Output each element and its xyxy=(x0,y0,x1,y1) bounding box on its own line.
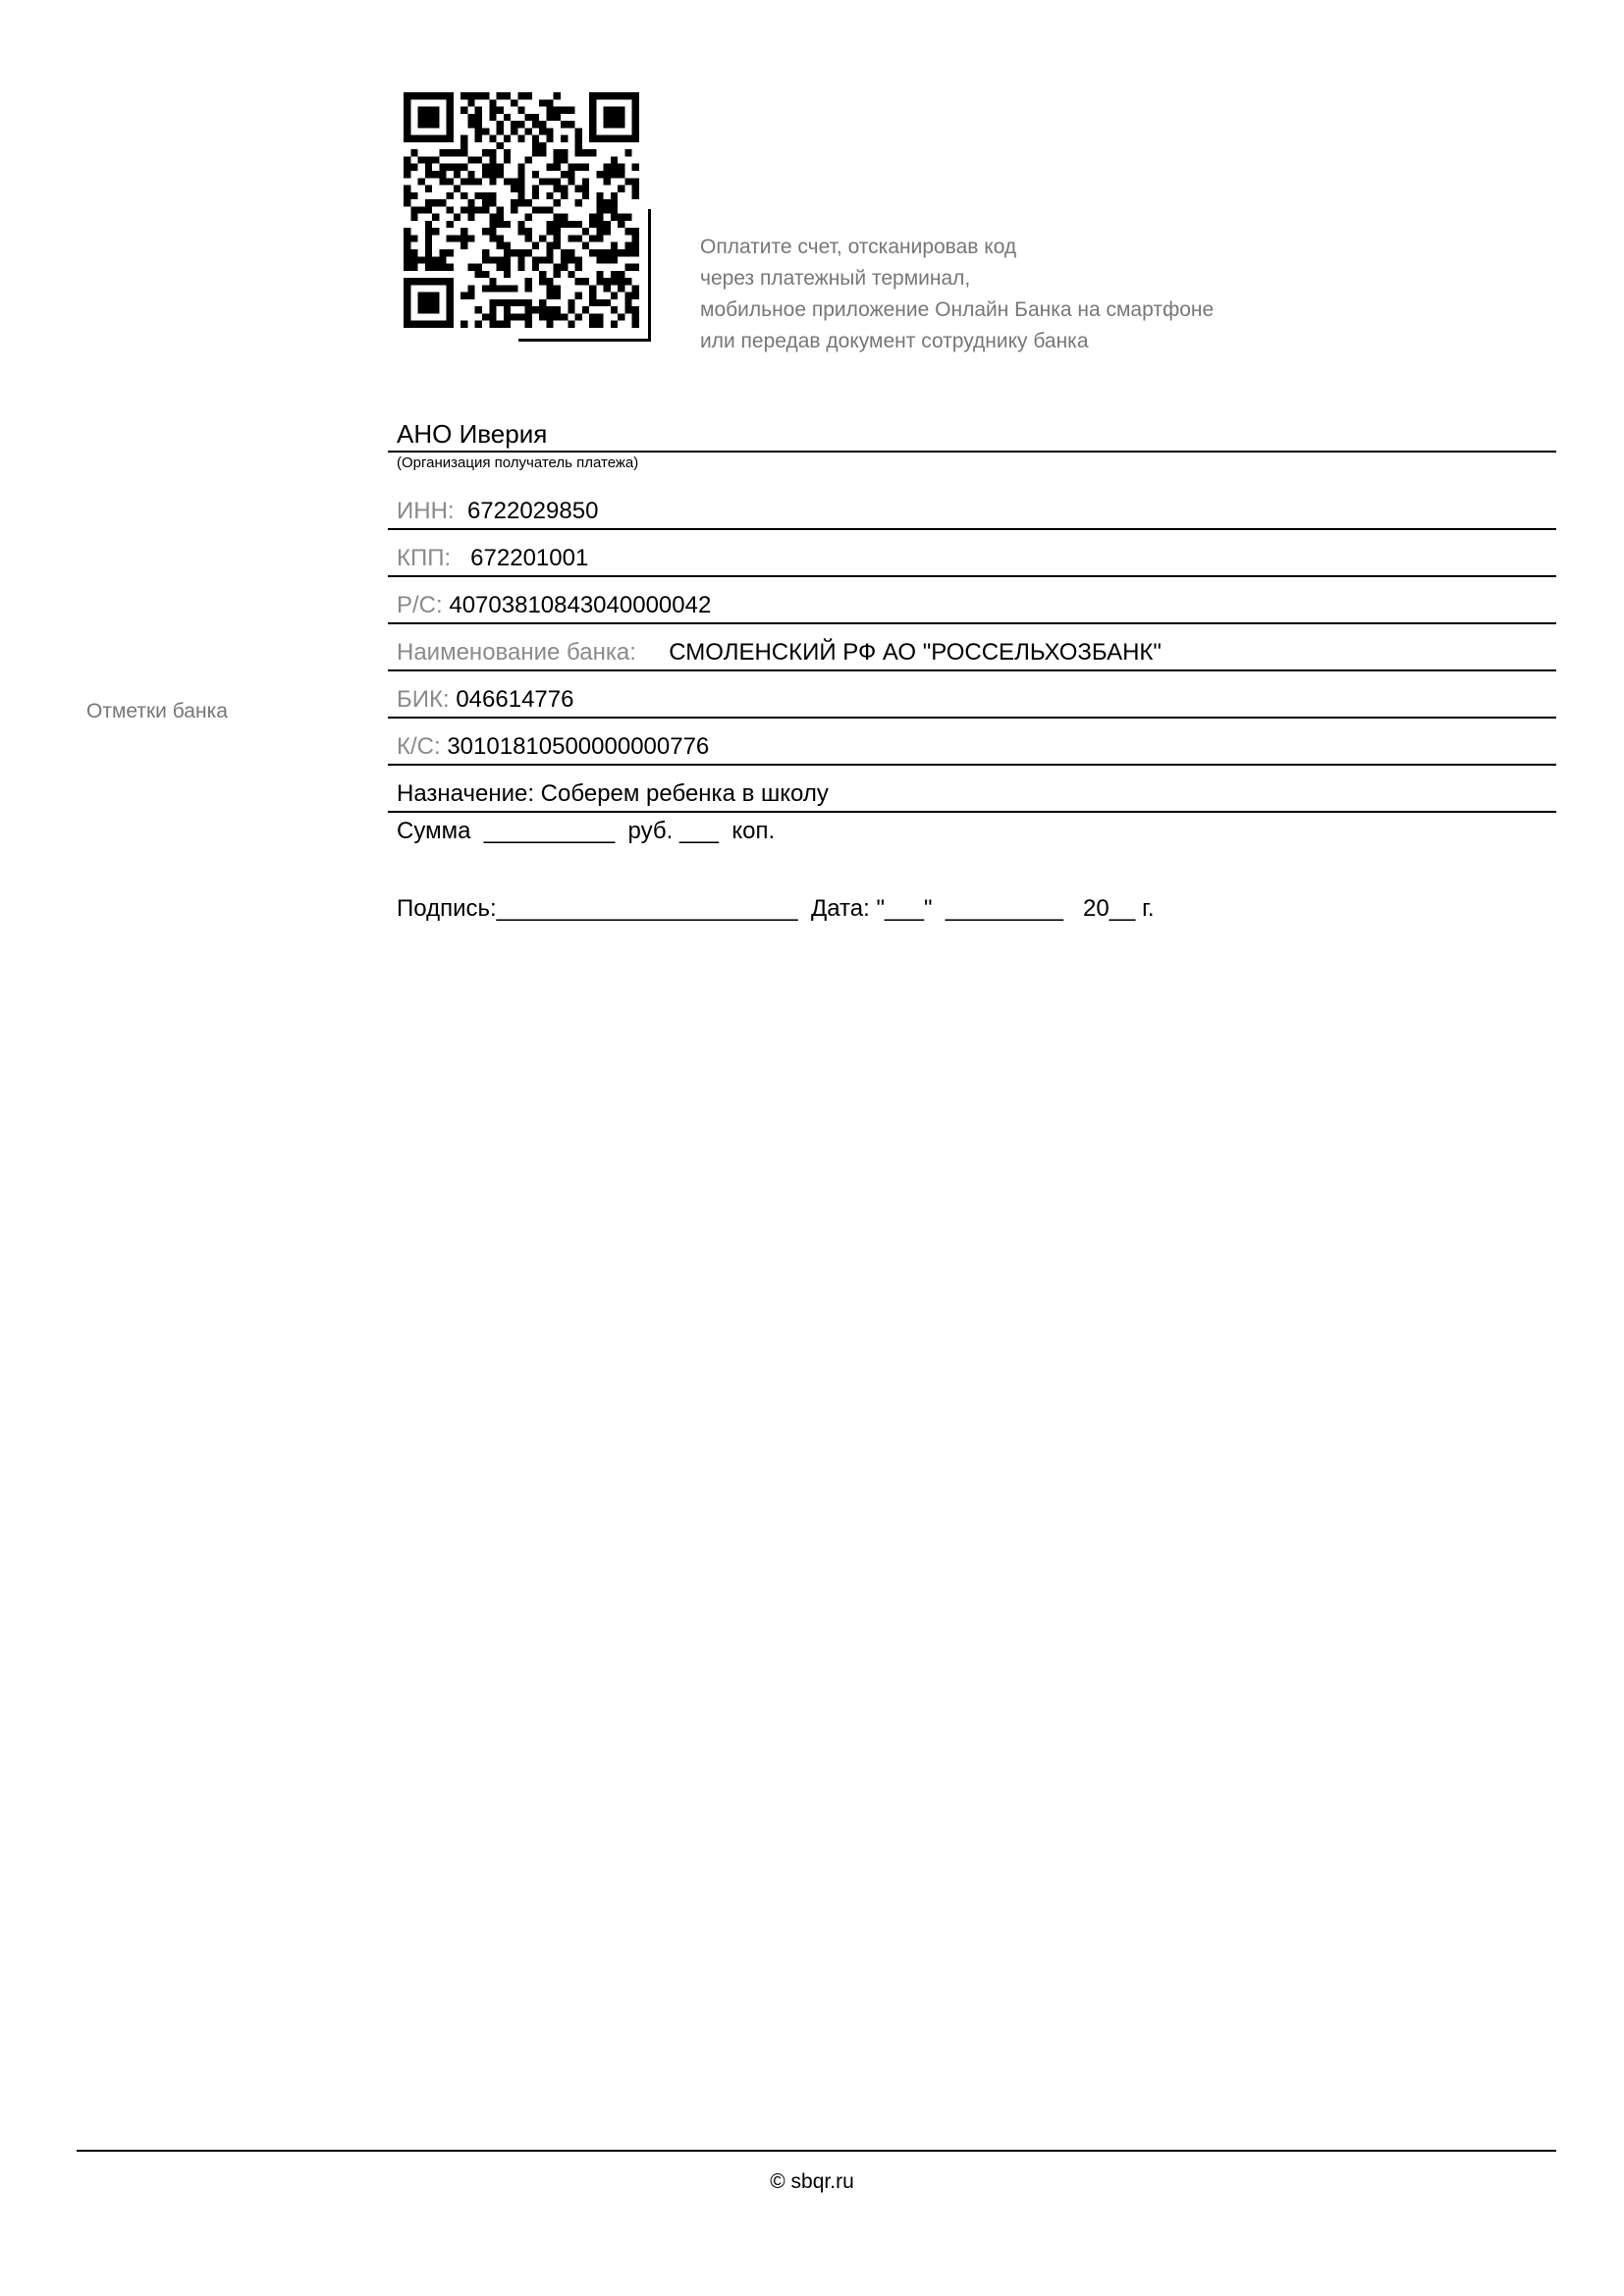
footer-divider xyxy=(77,2150,1556,2152)
bik-value: 046614776 xyxy=(456,686,574,713)
bank-marks-label: Отметки банка xyxy=(86,700,228,722)
instruction-line: мобильное приложение Онлайн Банка на смартфоне xyxy=(700,298,1215,321)
rs-value: 40703810843040000042 xyxy=(449,592,712,618)
rs-label: Р/С: xyxy=(397,592,443,618)
bik-label: БИК: xyxy=(397,686,450,713)
signature-date-line: Подпись:_______________________ Дата: "___" _________ 20__ г. xyxy=(397,895,1155,922)
bank-name-value: СМОЛЕНСКИЙ РФ АО "РОССЕЛЬХОЗБАНК" xyxy=(669,639,1162,666)
payment-instructions xyxy=(700,232,1214,357)
bank-name-label: Наименование банка: xyxy=(397,639,636,666)
org-caption: (Организация получатель платежа) xyxy=(397,454,639,471)
bank-name-row xyxy=(388,624,1556,671)
inn-label: ИНН: xyxy=(397,498,455,524)
purpose-text: Назначение: Соберем ребенка в школу xyxy=(397,780,829,807)
kpp-label: КПП: xyxy=(397,545,452,571)
kpp-value: 672201001 xyxy=(470,545,589,571)
kpp-row xyxy=(388,530,1556,577)
instruction-line: через платежный терминал, xyxy=(700,267,971,290)
instruction-line: Оплатите счет, отсканировав код xyxy=(700,236,1017,258)
inn-row xyxy=(388,483,1556,530)
inn-value: 6722029850 xyxy=(466,498,599,524)
qr-frame-corner xyxy=(518,209,651,342)
ks-label: К/С: xyxy=(397,733,441,760)
ks-row xyxy=(388,719,1556,766)
instruction-line: или передав документ сотруднику банка xyxy=(700,330,1089,352)
org-row xyxy=(388,405,1556,453)
org-name: АНО Иверия xyxy=(397,419,548,449)
purpose-row xyxy=(388,766,1556,813)
ks-value: 30101810500000000776 xyxy=(447,733,710,760)
footer-copyright: © sbqr.ru xyxy=(770,2170,854,2193)
bik-row xyxy=(388,671,1556,719)
rs-row xyxy=(388,577,1556,624)
sum-line: Сумма __________ руб. ___ коп. xyxy=(397,818,776,844)
